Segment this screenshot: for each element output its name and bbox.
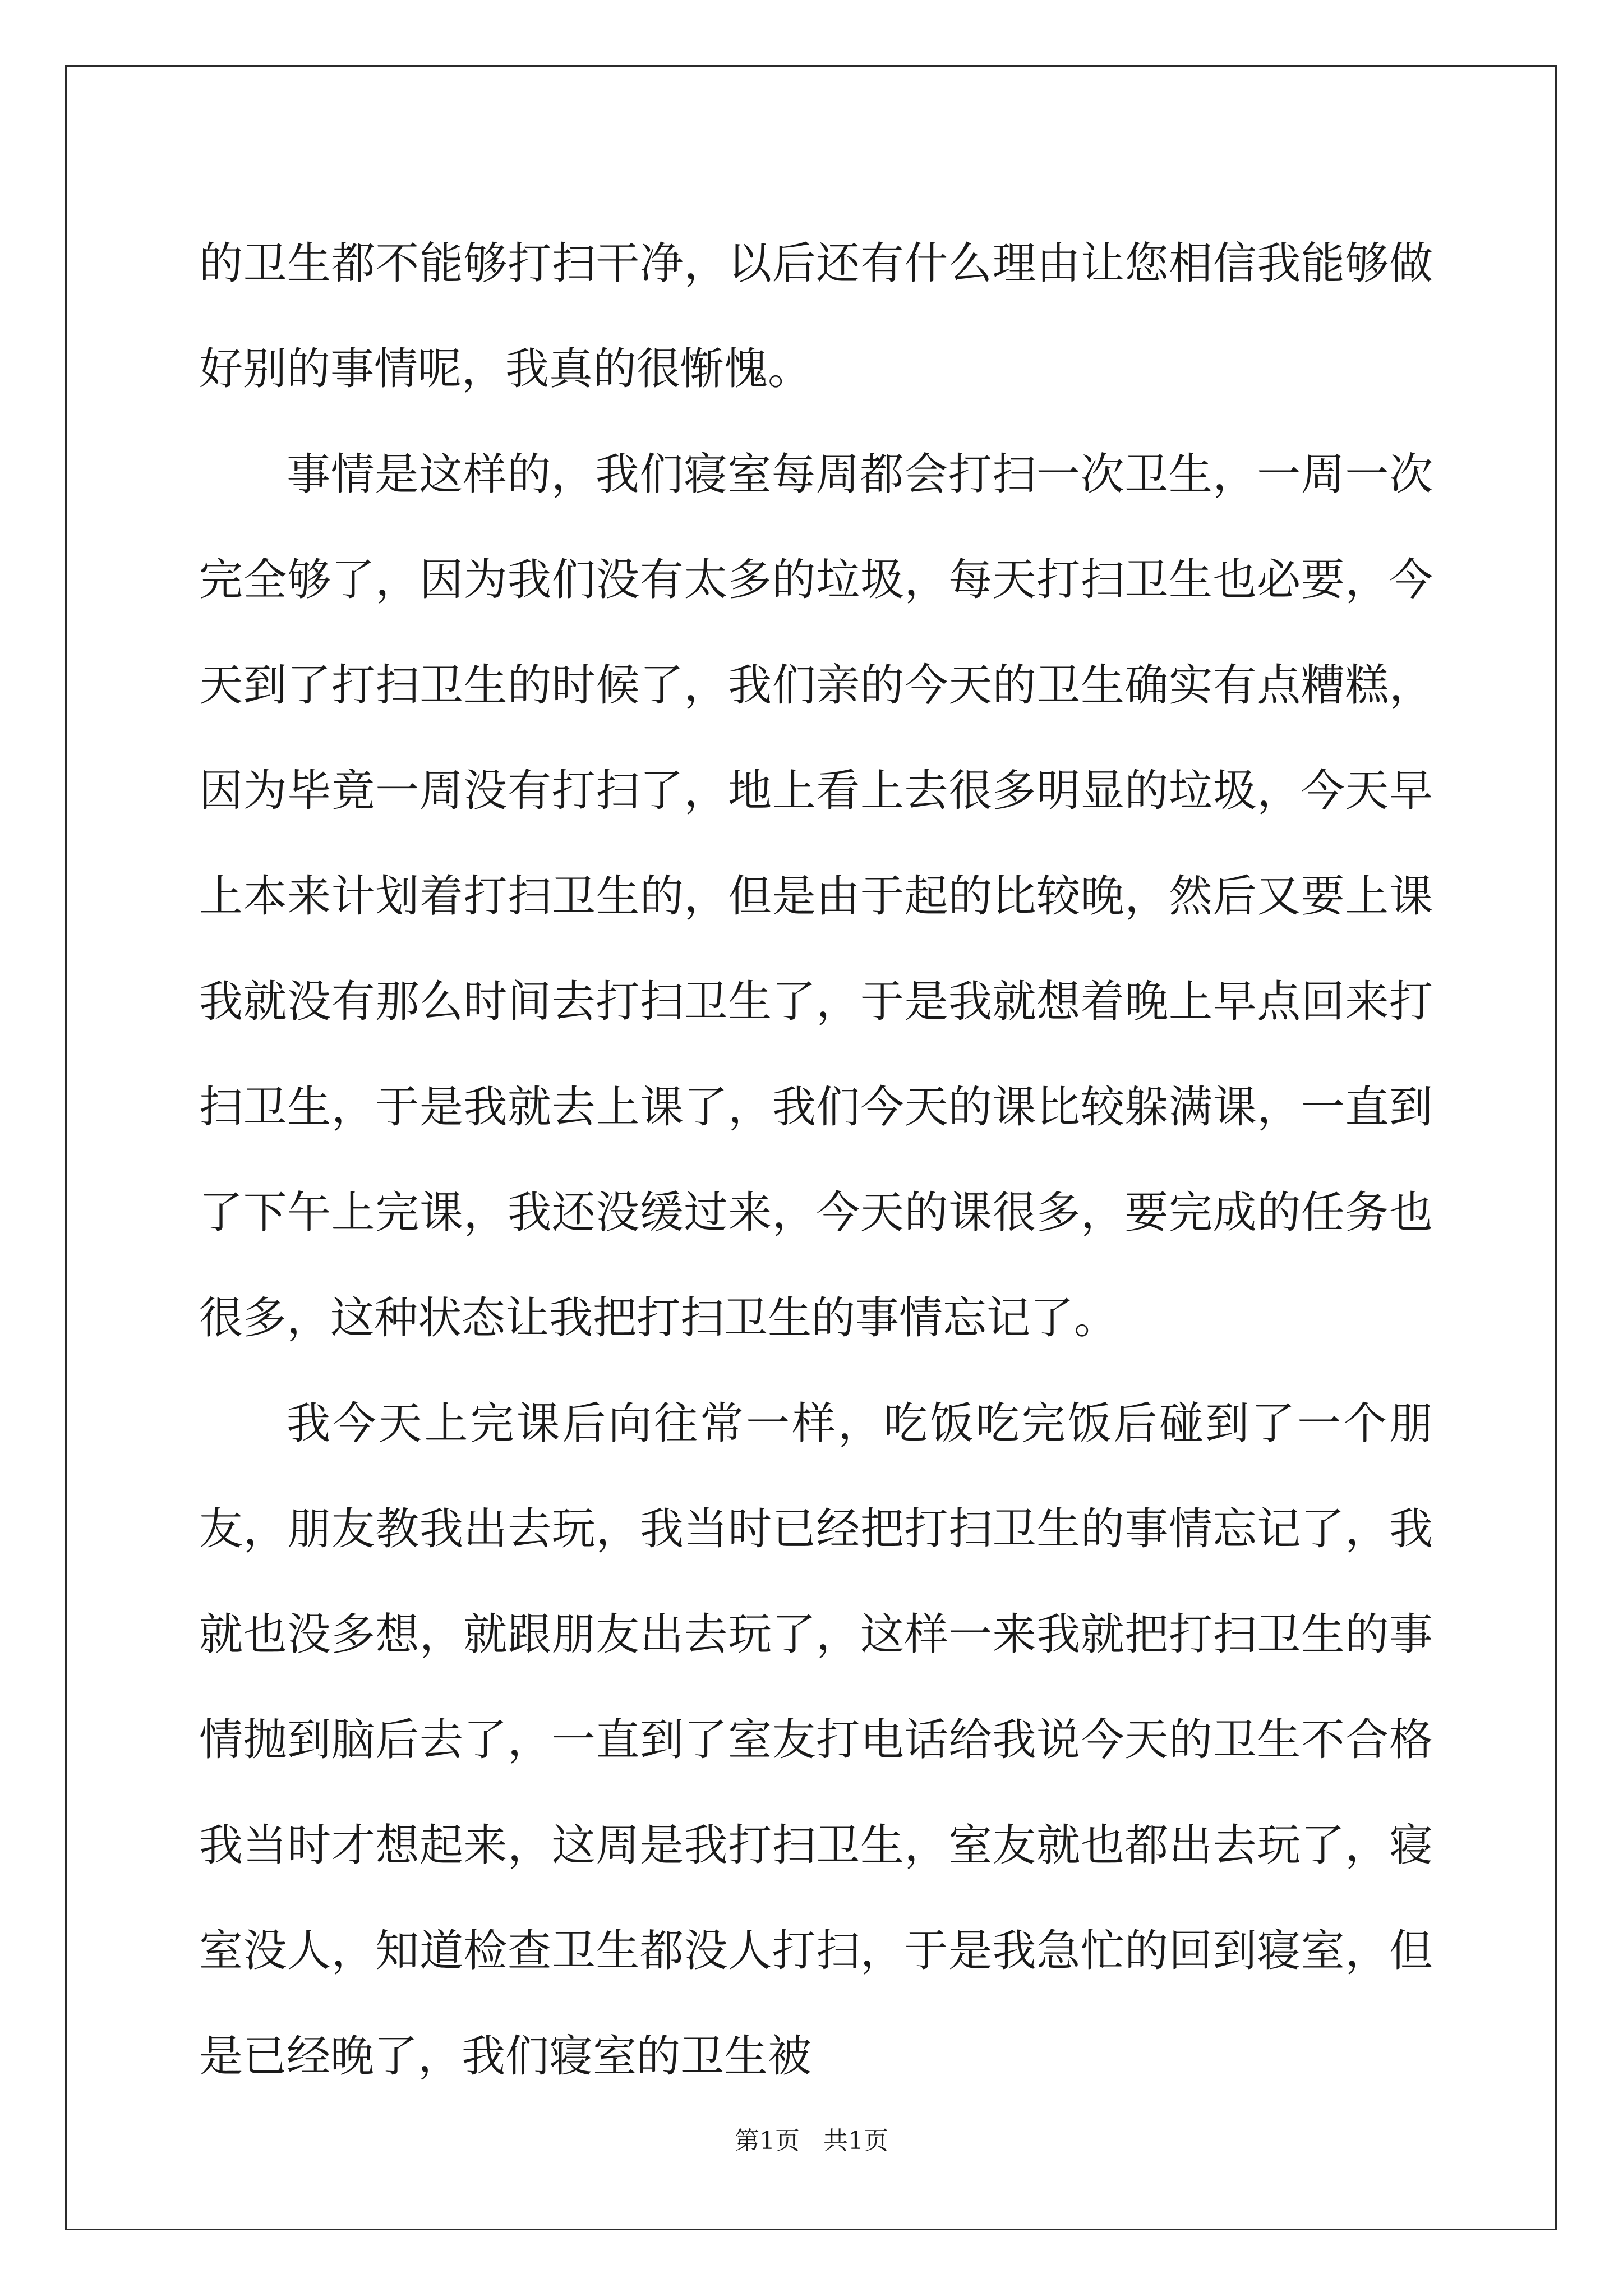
document-body <box>199 211 1433 2109</box>
page-number-footer: 第1页 共1页 <box>735 2127 888 2155</box>
paragraph-2: 事情是这样的，我们寝室每周都会打扫一次卫生，一周一次完全够了，因为我们没有太多的垃圾，每天打扫卫生也必要，今天到了打扫卫生的时候了，我们亲的今天的卫生确实有点糟糕，因为毕竟一周没有打扫了，地上看上去很多明显的垃圾，今天早上本来计划着打扫卫生的，但是由于起的比较晚，然后又要上课我就没有那么时间去打扫卫生了，于是我就想着晚上早点回来打扫卫生，于是我就去上课了，我们今天的课比较躲满课，一直到了下午上完课，我还没缓过来，今天的课很多，要完成的任务也很多，这种状态让我把打扫卫生的事情忘记了。 <box>199 449 1433 1343</box>
paragraph-1: 的卫生都不能够打扫干净，以后还有什么理由让您相信我能够做好别的事情呢，我真的很惭愧。 <box>199 238 1433 394</box>
paragraph-3: 我今天上完课后向往常一样，吃饭吃完饭后碰到了一个朋友，朋友教我出去玩，我当时已经把打扫卫生的事情忘记了，我就也没多想，就跟朋友出去玩了，这样一来我就把打扫卫生的事情抛到脑后去了，一直到了室友打电话给我说今天的卫生不合格我当时才想起来，这周是我打扫卫生，室友就也都出去玩了，寝室没人，知道检查卫生都没人打扫，于是我急忙的回到寝室，但是已经晚了，我们寝室的卫生被 <box>199 1398 1433 2082</box>
